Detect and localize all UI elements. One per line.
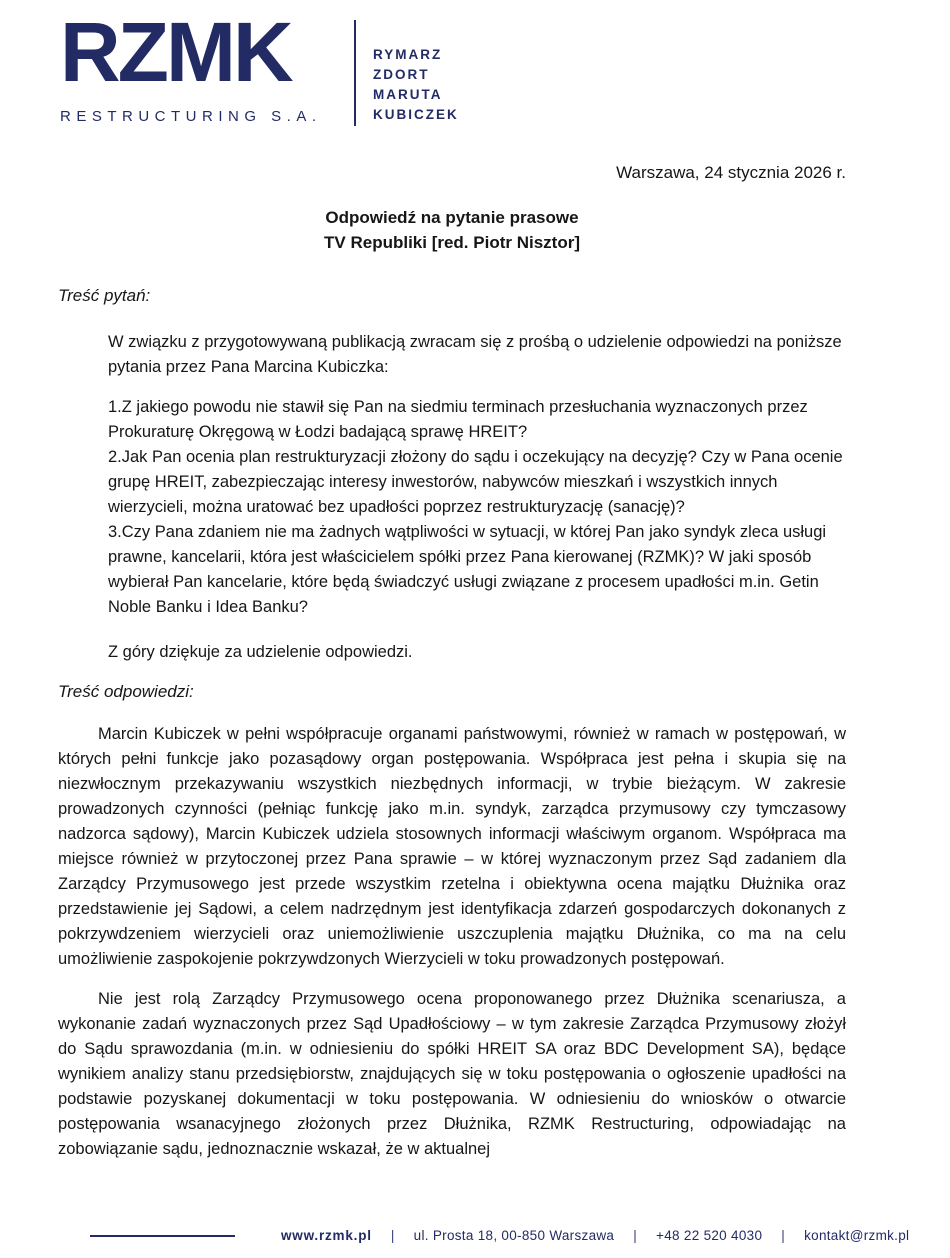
firm-name-line: RYMARZ [373,47,443,62]
footer-phone: +48 22 520 4030 [656,1228,763,1243]
firm-name-line: ZDORT [373,67,430,82]
footer-separator: | [781,1228,786,1243]
questions-section-label: Treść pytań: [58,286,151,305]
question-item-2: 2.Jak Pan ocenia plan restrukturyzacji złożony do sądu i oczekujący na decyzję? Czy w Pana ocenie grupę HREIT, zabezpieczając interesy inwestorów, nabywców mieszkań i wszystkich innych wierzycieli, można uratować bez upadłości poprzez restrukturyzację (sanację)? [108,448,843,516]
document-title-line1: Odpowiedź na pytanie prasowe [325,208,579,227]
footer-separator: | [390,1228,395,1243]
question-item-3: 3.Czy Pana zdaniem nie ma żadnych wątpliwości w sytuacji, w której Pan jako syndyk zleca usługi prawne, kancelarii, która jest właścicielem spółki przez Pana kierowanej (RZMK)? W jaki sposób wybierał Pan kancelarie, które będą świadczyć usługi związane z procesem upadłości m.in. Getin Noble Banku i Idea Banku? [108,523,827,616]
letter-content [58,0,846,1162]
document-title [58,205,846,255]
company-logo [60,5,846,126]
footer-email: kontakt@rzmk.pl [804,1228,910,1243]
firm-name-line: MARUTA [373,87,443,102]
footer-address: ul. Prosta 18, 00-850 Warszawa [413,1228,615,1243]
footer-separator: | [633,1228,638,1243]
questions-intro-paragraph: W związku z przygotowywaną publikacją zwracam się z prośbą o udzielenie odpowiedzi na poniższe pytania przez Pana Marcina Kubiczka: [108,333,842,376]
rzmk-logo-wordmark: RZMK [60,5,291,99]
logo-divider-line [354,20,356,126]
questions-list [58,395,846,620]
footer-website: www.rzmk.pl [281,1228,372,1243]
page-footer [90,1228,909,1243]
logo-subbrand: RESTRUCTURING S.A. [60,108,322,125]
dateline: Warszawa, 24 stycznia 2026 r. [616,163,846,182]
footer-rule-line [90,1235,235,1237]
answers-section-label: Treść odpowiedzi: [58,682,194,701]
document-title-line2: TV Republiki [red. Piotr Nisztor] [324,233,580,252]
logo-brand-block [60,5,338,126]
firm-name-line: KUBICZEK [373,107,459,122]
answer-paragraph-1: Marcin Kubiczek w pełni współpracuje organami państwowymi, również w ramach w postępowań, w których pełni funkcje jako pozasądowy organ postępowania. Współpraca jest pełna i skupia się na niezwłocznym przekazywaniu wszystkich niezbędnych informacji, w trybie bieżącym. W zakresie prowadzonych czynności (pełniąc funkcję jako m.in. syndyk, zarządca przymusowy czy tymczasowy nadzorca sądowy), Marcin Kubiczek udziela stosownych informacji właściwym organom. Współpraca ma miejsce również w przytoczonej przez Pana sprawie – w której wyznaczonym przez Sąd zadaniem dla Zarządcy Przymusowego jest przede wszystkim rzetelna i obiektywna ocena majątku Dłużnika oraz przedstawienie jej Sądowi, a celem nadrzędnym jest identyfikacja zdarzeń gospodarczych dokonanych z pokrzywdzeniem wierzycieli oraz uniemożliwienie uszczuplenia majątku Dłużnika, co ma na celu umożliwienie zaspokojenie pokrzywdzonych Wierzycieli w toku prowadzonych postępowań. [58,725,846,968]
logo-firm-names [373,20,459,126]
answer-paragraph-2: Nie jest rolą Zarządcy Przymusowego ocena proponowanego przez Dłużnika scenariusza, a wykonanie zadań wyznaczonych przez Sąd Upadłościowy – w tym zakresie Zarządca Przymusowy złożył do Sądu sprawozdania (m.in. w odniesieniu do spółki HREIT SA oraz BDC Development SA), będące wynikiem analizy stanu przedsiębiorstw, znajdujących się w toku postępowania o ogłoszenie upadłości na podstawie pozyskanej dokumentacji w toku postępowania. W odniesieniu do wniosków o otwarcie postępowania wsanacyjnego złożonych przez Dłużnika, RZMK Restructuring, odpowiadając na zobowiązanie sądu, jednoznacznie wskazał, że w aktualnej [58,990,846,1158]
question-item-1: 1.Z jakiego powodu nie stawił się Pan na siedmiu terminach przesłuchania wyznaczonych przez Prokuraturę Okręgową w Łodzi badającą sprawę HREIT? [108,398,808,441]
questions-closing-line: Z góry dziękuje za udzielenie odpowiedzi. [108,643,413,661]
